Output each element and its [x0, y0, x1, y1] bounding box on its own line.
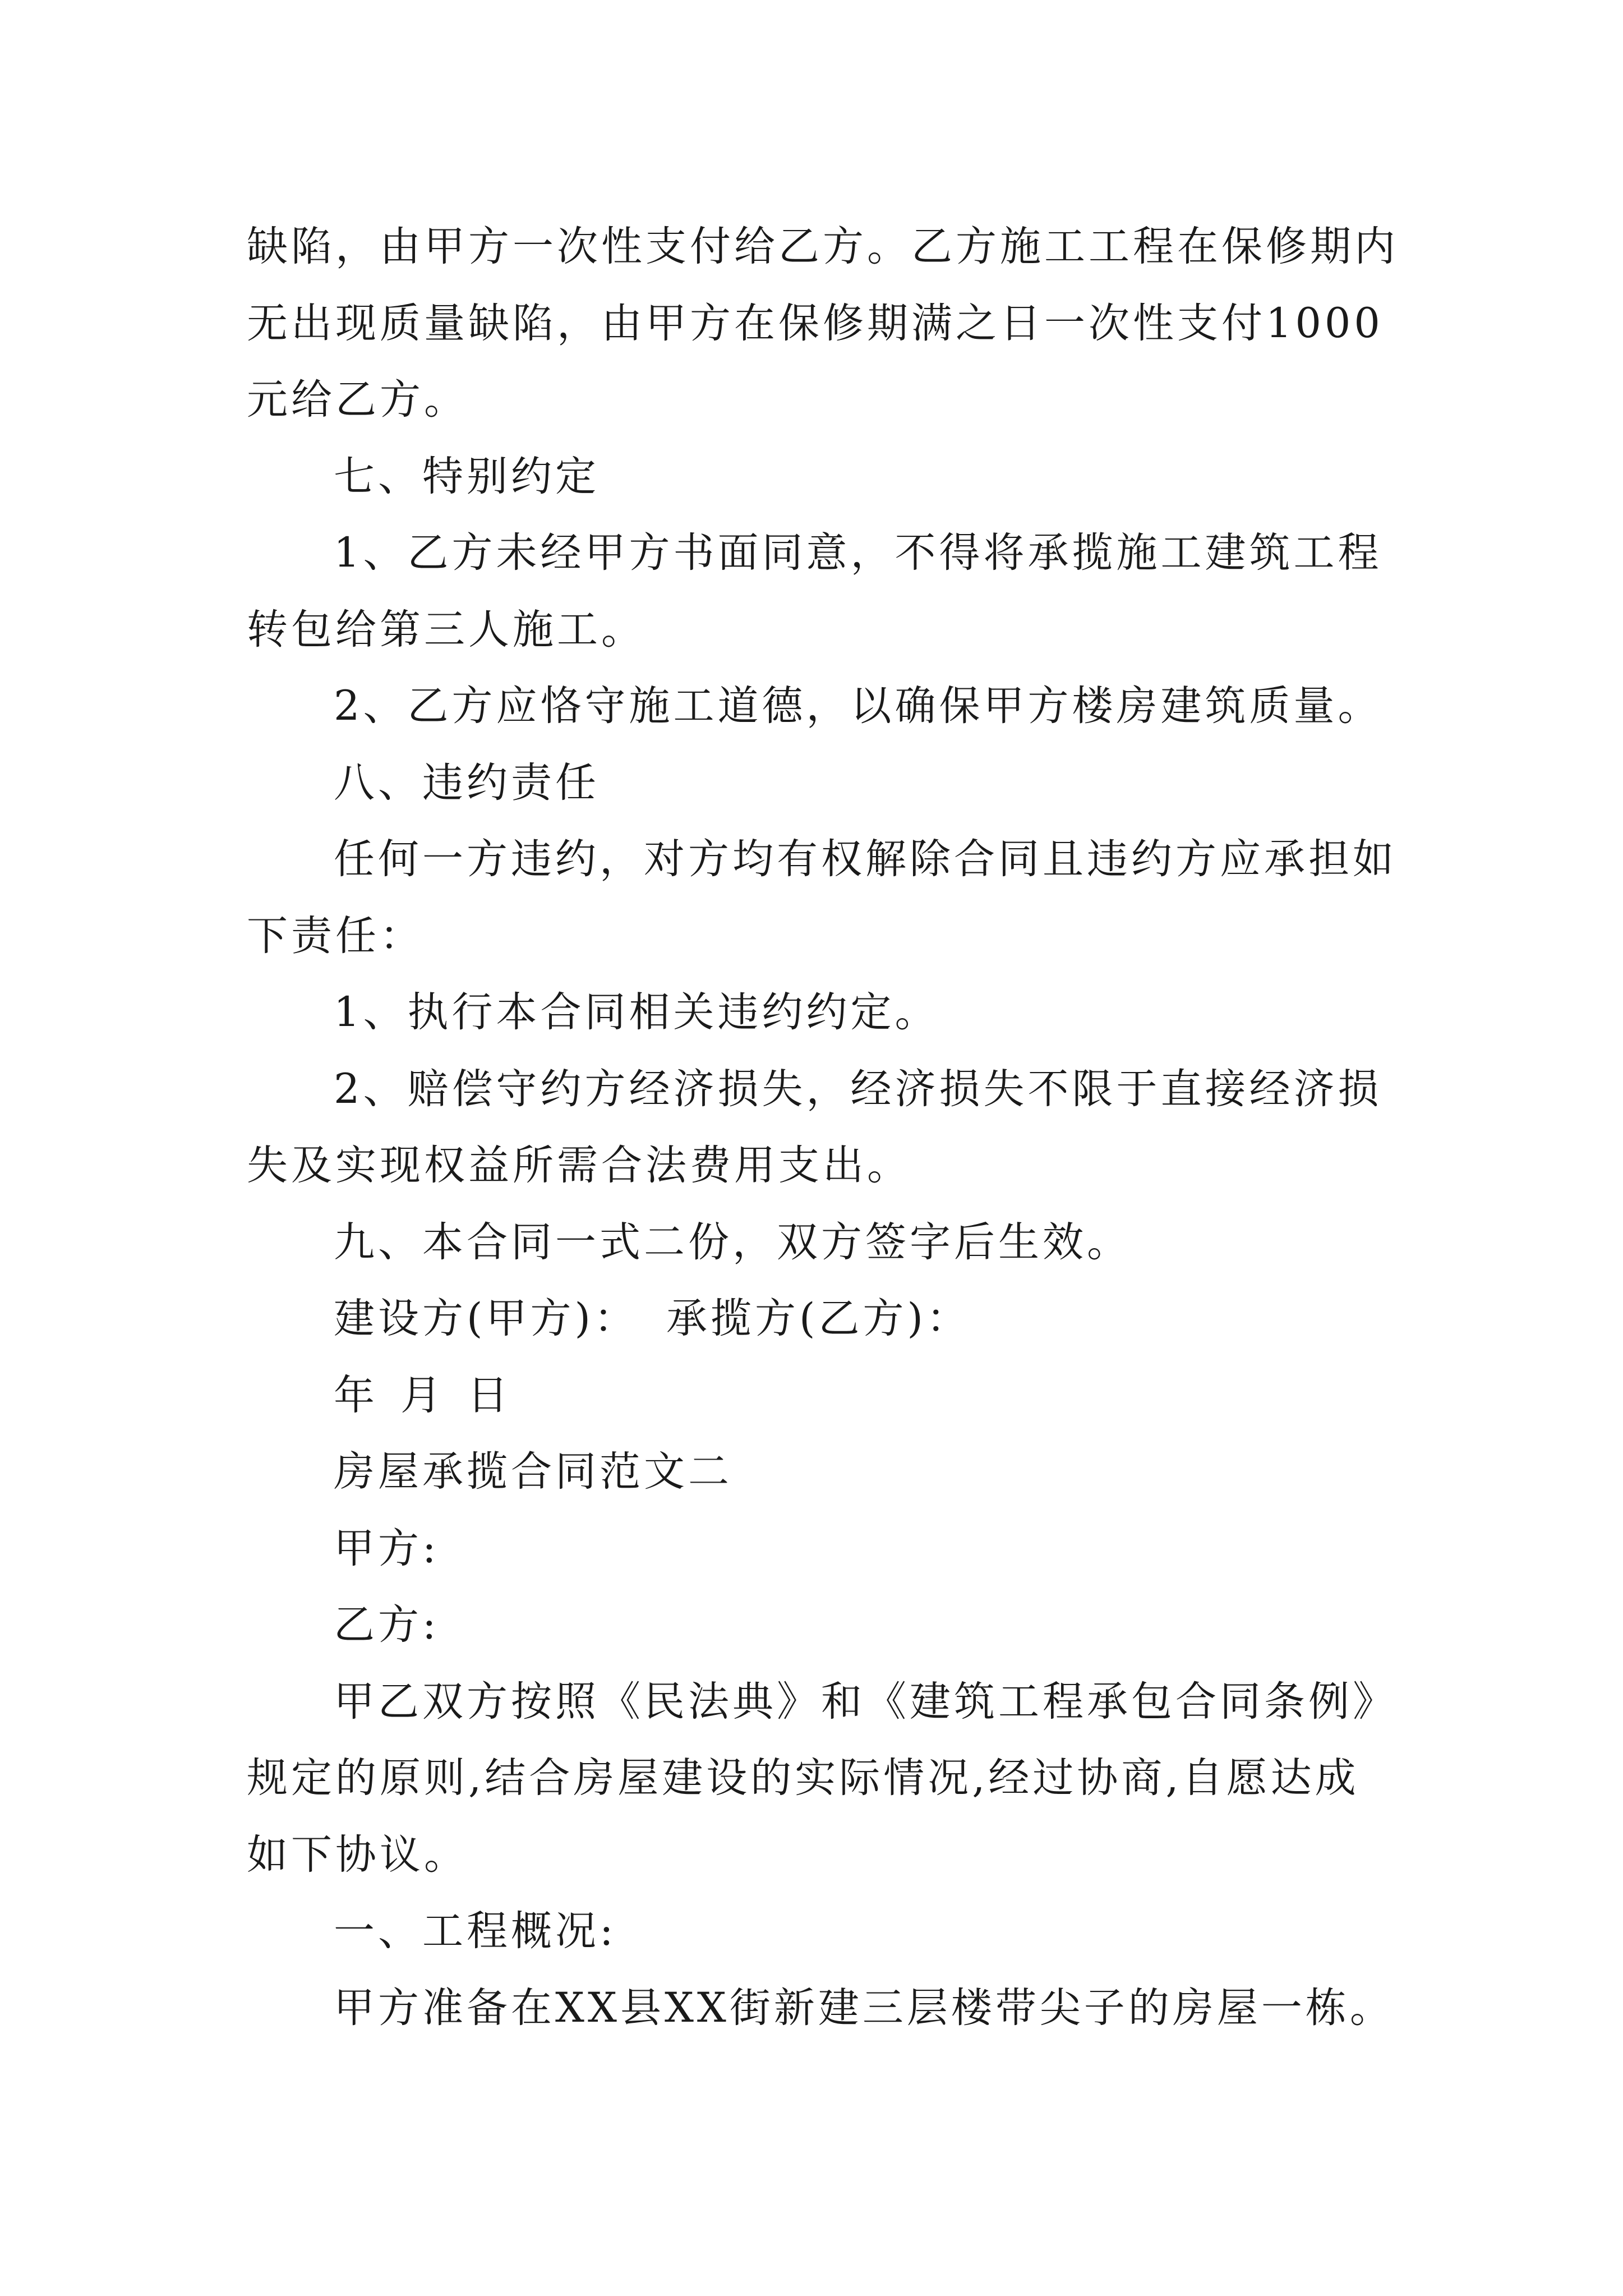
warranty-line-2: 无出现质量缺陷，由甲方在保修期满之日一次性支付1000 [247, 299, 1384, 347]
party-b-signature-label: 承揽方(乙方)： [666, 1295, 971, 1342]
date-year-label: 年 [334, 1371, 378, 1419]
section-8-intro-line-1: 任何一方违约，对方均有权解除合同且违约方应承担如 [334, 835, 1397, 883]
warranty-line-1: 缺陷，由甲方一次性支付给乙方。乙方施工工程在保修期内 [247, 223, 1399, 270]
section-8-heading: 八、违约责任 [334, 758, 600, 807]
date-line [247, 1358, 1385, 1434]
warranty-line-3: 元给乙方。 [247, 376, 468, 424]
signature-line [247, 1281, 1385, 1358]
section-7-heading: 七、特别约定 [334, 452, 600, 500]
section-7-item-1-line-1: 1、乙方未经甲方书面同意，不得将承揽施工建筑工程 [334, 529, 1382, 577]
section-7-item-1-line-2: 转包给第三人施工。 [247, 605, 645, 654]
party-a-signature-label: 建设方(甲方)： [334, 1295, 638, 1342]
date-month-label: 月 [400, 1371, 445, 1419]
contract-2-section-1-line-1: 甲方准备在XX县XX街新建三层楼带尖子的房屋一栋。 [334, 1984, 1394, 2032]
contract-2-title: 房屋承揽合同范文二 [334, 1448, 732, 1496]
contract-2-preamble-line-3: 如下协议。 [247, 1830, 468, 1879]
contract-2-preamble-line-2: 规定的原则,结合房屋建设的实际情况,经过协商,自愿达成 [247, 1754, 1359, 1802]
contract-2-preamble-line-1: 甲乙双方按照《民法典》和《建筑工程承包合同条例》 [334, 1677, 1397, 1726]
section-8-intro-line-2: 下责任： [247, 912, 424, 960]
date-day-label: 日 [467, 1371, 511, 1419]
contract-2-party-b: 乙方: [334, 1601, 440, 1649]
section-8-item-2-line-1: 2、赔偿守约方经济损失，经济损失不限于直接经济损 [334, 1065, 1382, 1113]
section-9: 九、本合同一式二份，双方签字后生效。 [334, 1218, 1131, 1266]
contract-2-party-a: 甲方: [334, 1524, 440, 1572]
section-8-item-2-line-2: 失及实现权益所需合法费用支出。 [247, 1142, 911, 1189]
contract-2-section-1-heading: 一、工程概况: [334, 1907, 617, 1955]
section-8-item-1: 1、执行本合同相关违约约定。 [334, 988, 939, 1036]
document-body [247, 209, 1399, 2046]
section-7-item-2: 2、乙方应恪守施工道德，以确保甲方楼房建筑质量。 [334, 682, 1382, 730]
